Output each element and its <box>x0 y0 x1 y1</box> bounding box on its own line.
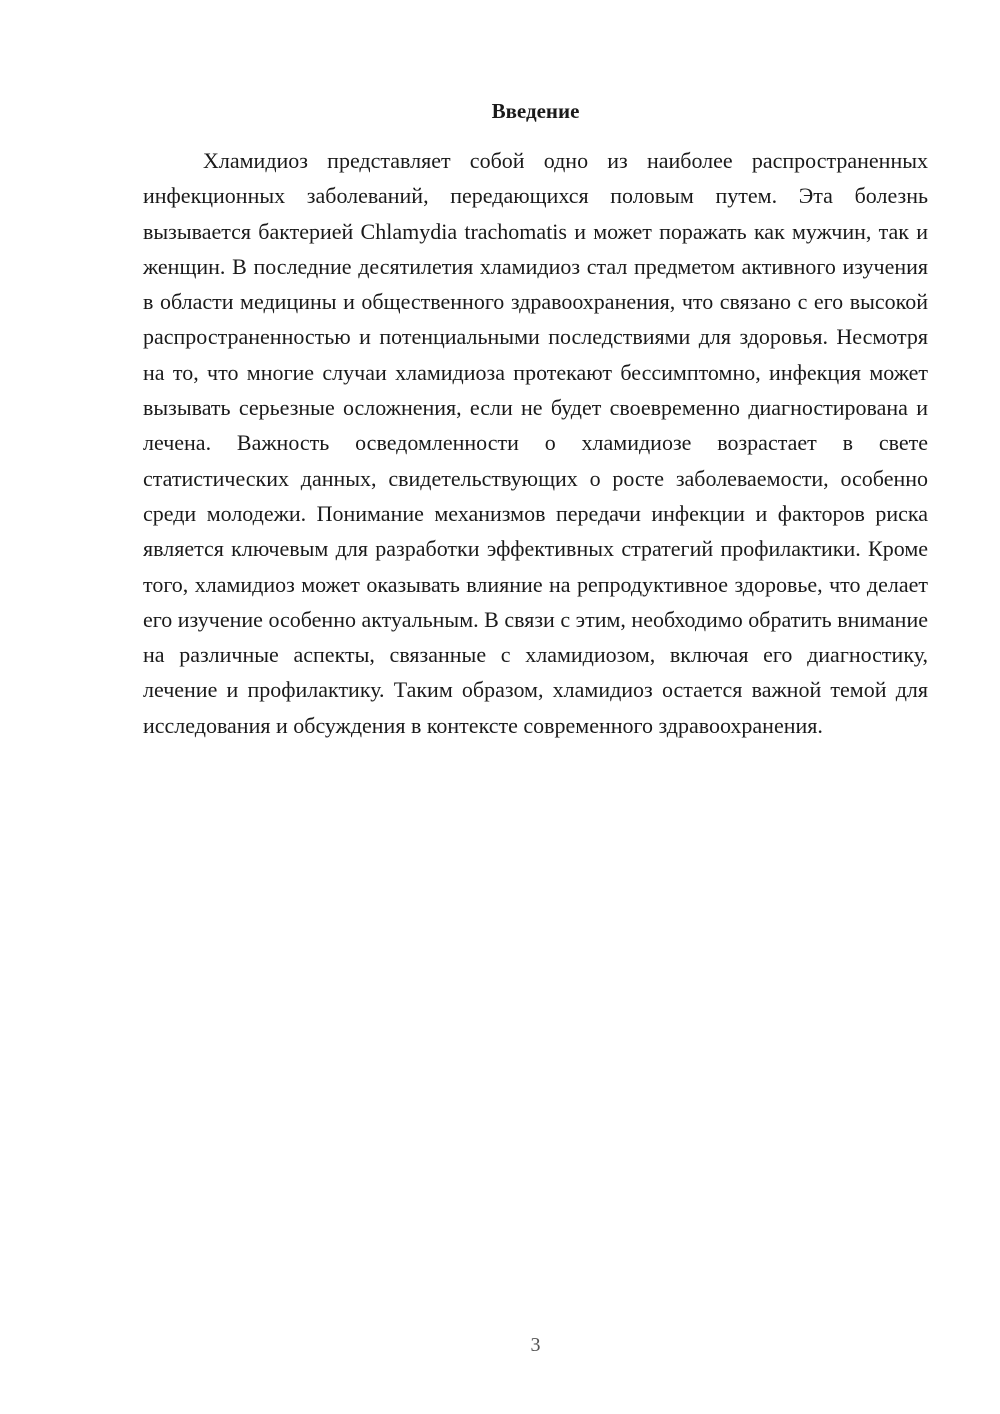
page-heading: Введение <box>491 99 580 123</box>
intro-paragraph: Хламидиоз представляет собой одно из наиболее распространенных инфекционных заболеваний, передающихся половым путем. Эта болезнь вызывается бактерией Chlamydia trachomatis и может поражать как мужчин, так и женщин. В последние десятилетия хламидиоз стал предметом активного изучения в области медицины и общественного здравоохранения, что связано с его высокой распространенностью и потенциальными последствиями для здоровья. Несмотря на то, что многие случаи хламидиоза протекают бессимптомно, инфекция может вызывать серьезные осложнения, если не будет своевременно диагностирована и лечена. Важность осведомленности о хламидиозе возрастает в свете статистических данных, свидетельствующих о росте заболеваемости, особенно среди молодежи. Понимание механизмов передачи инфекции и факторов риска является ключевым для разработки эффективных стратегий профилактики. Кроме того, хламидиоз может оказывать влияние на репродуктивное здоровье, что делает его изучение особенно актуальным. В связи с этим, необходимо обратить внимание на различные аспекты, связанные с хламидиозом, включая его диагностику, лечение и профилактику. Таким образом, хламидиоз остается важной темой для исследования и обсуждения в контексте современного здравоохранения. <box>143 148 928 738</box>
page-number: 3 <box>530 1334 541 1356</box>
